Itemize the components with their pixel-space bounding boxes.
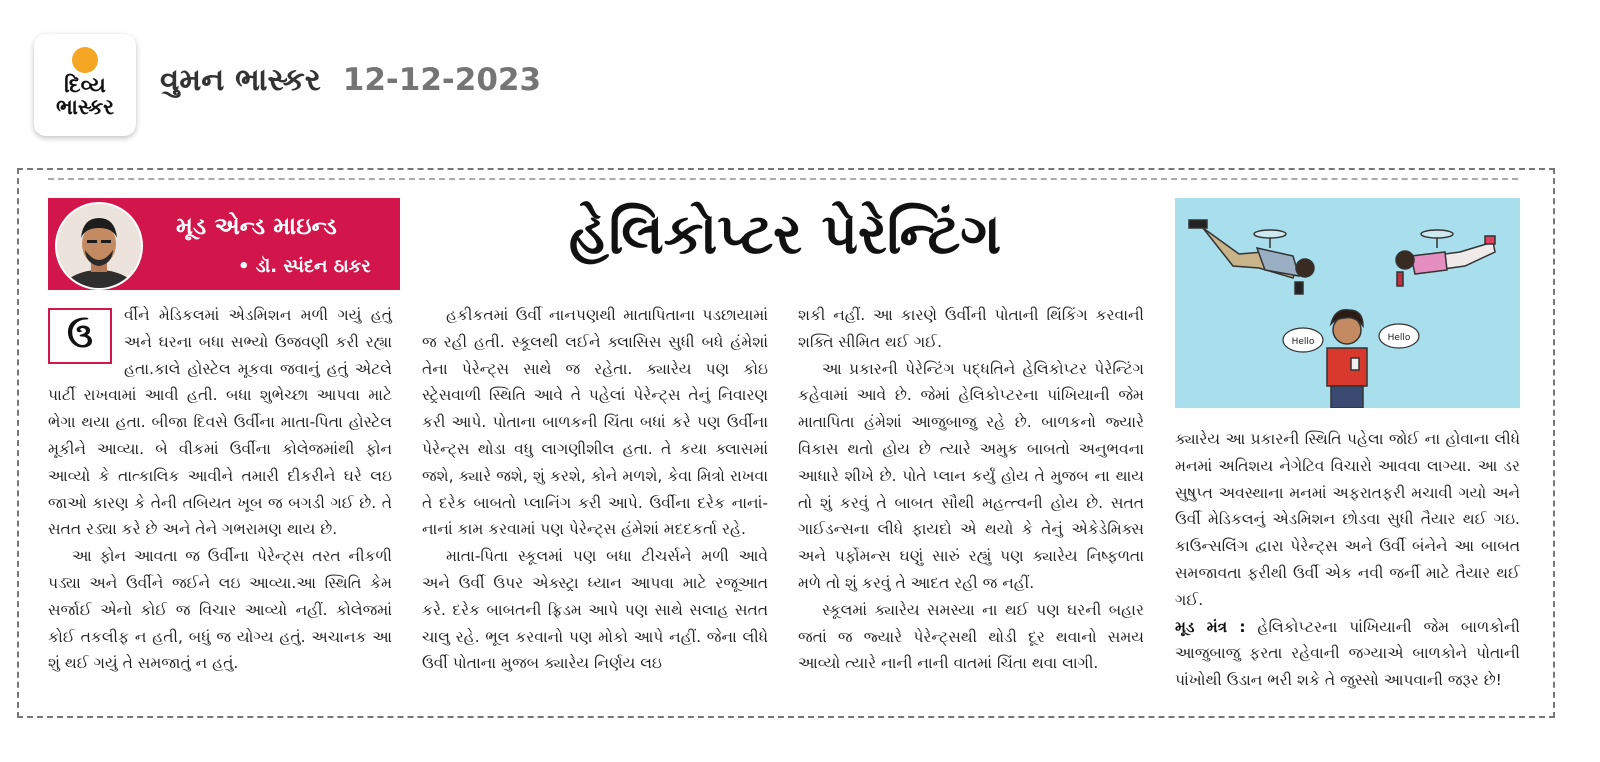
paragraph: આ પ્રકારની પેરેન્ટિંગ પદ્ધતિને હેલિકોપ્ટર પેરેન્ટિંગ કહેવામાં આવે છે. જેમાં હેલિકોપ્ટરના પાંખિયાની જેમ માતાપિતા હંમેશાં આજુબાજુ રહે છે. બાળકનો જ્યારે વિકાસ થતો હોય છે ત્યારે અમુક બાબતો અનુભવના આધારે શીખે છે. પોતે પ્લાન કર્યું હોય તે મુજબ ના થાય તો શું કરવું તે બાબત સૌથી મહત્ત્વની હોય છે. સતત ગાઈડન્સના લીધે ફાયદો એ થયો કે તેનું એકેડેમિક્સ અને પર્ફોમન્સ ઘણું સારું રહ્યું પણ ક્યારેય નિષ્ફળતા મળે તો શું કરવું તે આદત રહી જ નહીં.: [798, 359, 1144, 592]
mood-mantra: [1175, 614, 1520, 694]
header: [0, 0, 1600, 160]
speech-bubble-right: Hello: [1387, 333, 1411, 343]
paragraph: શકી નહીં. આ કારણે ઉર્વીની પોતાની થિંકિંગ કરવાની શક્તિ સીમિત થઈ ગઈ.: [798, 306, 1144, 351]
paragraph: હકીકતમાં ઉર્વી નાનપણથી માતાપિતાના પડછાયામાં જ રહી હતી. સ્કૂલથી લઈને ક્લાસિસ સુધી બધે હંમેશાં તેના પેરેન્ટ્સ સાથે જ રહેતા. ક્યારેય પણ કોઇ સ્ટ્રેસવાળી સ્થિતિ આવે તે પહેલાં પેરેન્ટ્સ તેનું નિવારણ કરી આપે. પોતાના બાળકની ચિંતા બધાં કરે પણ ઉર્વીના પેરેન્ટ્સ થોડા વધુ લાગણીશીલ હતા. તે કયા ક્લાસમાં જશે, ક્યારે જશે, શું કરશે, કોને મળશે, કેવા મિત્રો રાખવા તે દરેક બાબતો પ્લાનિંગ કરી આપે. ઉર્વીના દરેક નાનાં-નાનાં કામ કરવામાં પણ પેરેન્ટ્સ હંમેશાં મદદકર્તા રહે.: [422, 306, 768, 539]
logo-sun-icon: [72, 47, 98, 73]
column-author: • ડૉ. સ્પંદન ઠાકર: [238, 256, 371, 277]
logo-line1: દિવ્ય: [64, 73, 106, 97]
speech-bubble-left: Hello: [1291, 337, 1315, 347]
paragraph: આ ફોન આવતા જ ઉર્વીના પેરેન્ટ્સ તરત નીકળી પડ્યા અને ઉર્વીને જઈને લઇ આવ્યા.આ સ્થિતિ કેમ સર્જાઈ એનો કોઈ જ વિચાર આવ્યો નહીં. કોલેજમાં કોઈ તકલીફ ન હતી, બધું જ યોગ્ય હતું. અચાનક આ શું થઈ ગયું તે સમજાતું ન હતું.: [48, 547, 392, 673]
article-column-4: [1175, 426, 1520, 694]
helicopter-parenting-illustration: [1175, 198, 1520, 408]
dashed-divider: [48, 178, 1518, 180]
paragraph: સ્કૂલમાં ક્યારેય સમસ્યા ના થઈ પણ ઘરની બહાર જતાં જ જ્યારે પેરેન્ટ્સથી થોડી દૂર થવાનો સમય આવ્યો ત્યારે નાની નાની વાતમાં ચિંતા થવા લાગી.: [798, 600, 1144, 673]
drop-cap: ઉ: [48, 308, 112, 364]
column-banner: [48, 198, 400, 290]
column-title: મૂડ એન્ડ માઇન્ડ: [176, 212, 337, 240]
publish-date: 12-12-2023: [342, 62, 542, 98]
paragraph: ર્વીને મેડિકલમાં એડમિશન મળી ગયું હતું અને ઘરના બધા સભ્યો ઉજવણી કરી રહ્યા હતા.કાલે હોસ્ટેલ મૂકવા જવાનું હતું એટલે પાર્ટી રાખવામાં આવી હતી. બધા શુભેચ્છા આપવા માટે ભેગા થયા હતા. બીજા દિવસે ઉર્વીના માતા-પિતા હોસ્ટેલ મૂકીને આવ્યા. બે વીકમાં ઉર્વીના કોલેજમાંથી ફોન આવ્યો કે તાત્કાલિક આવીને તમારી દીકરીને ઘરે લઇ જાઓ કારણ કે તેની તબિયત ખૂબ જ બગડી ગઈ છે. તે સતત રડ્યા કરે છે અને તેને ગભરામણ થાય છે.: [48, 306, 392, 539]
source-label: [160, 62, 541, 99]
mood-mantra-text: હેલિકોપ્ટરના પાંખિયાની જેમ બાળકોની આજુબાજુ ફરતા રહેવાની જગ્યાએ બાળકોને પોતાની પાંખોથી ઉડાન ભરી શકે તે જુસ્સો આપવાની જરૂર છે!: [1175, 617, 1520, 690]
paragraph: ક્યારેય આ પ્રકારની સ્થિતિ પહેલા જોઈ ના હોવાના લીધે મનમાં અતિશય નેગેટિવ વિચારો આવવા લાગ્યા. આ ડર સુષુપ્ત અવસ્થાના મનમાં અફરાતફરી મચાવી ગયો અને ઉર્વી મેડિકલનું એડમિશન છોડવા સુધી તૈયાર થઈ ગઇ. કાઉન્સલિંગ દ્વારા પેરેન્ટ્સ અને ઉર્વી બંનેને આ બાબત સમજાવતા ફરીથી ઉર્વી એક નવી જર્ની માટે તૈયાર થઈ ગઈ.: [1175, 430, 1520, 609]
divya-bhaskar-logo[interactable]: [34, 34, 136, 136]
article-column-1: [48, 302, 392, 677]
section-name: વુમન ભાસ્કર: [160, 62, 321, 98]
paragraph: માતા-પિતા સ્કૂલમાં પણ બધા ટીચર્સને મળી આવે અને ઉર્વી ઉપર એક્સ્ટ્રા ધ્યાન આપવા માટે રજૂઆત કરે. દરેક બાબતની ફ્રિડમ આપે પણ સાથે સલાહ સતત ચાલુ રહે. ભૂલ કરવાનો પણ મોકો આપે નહીં. જેના લીધે ઉર્વી પોતાના મુજબ ક્યારેય નિર્ણય લઇ: [422, 547, 768, 673]
author-avatar: [55, 202, 143, 290]
article-column-3: [798, 302, 1144, 677]
logo-line2: ભાસ્કર: [55, 95, 115, 119]
article-headline: હેલિકોપ્ટર પેરેન્ટિંગ: [568, 202, 1002, 267]
article-column-2: [422, 302, 768, 677]
mood-mantra-label: મૂડ મંત્ર :: [1175, 617, 1246, 636]
